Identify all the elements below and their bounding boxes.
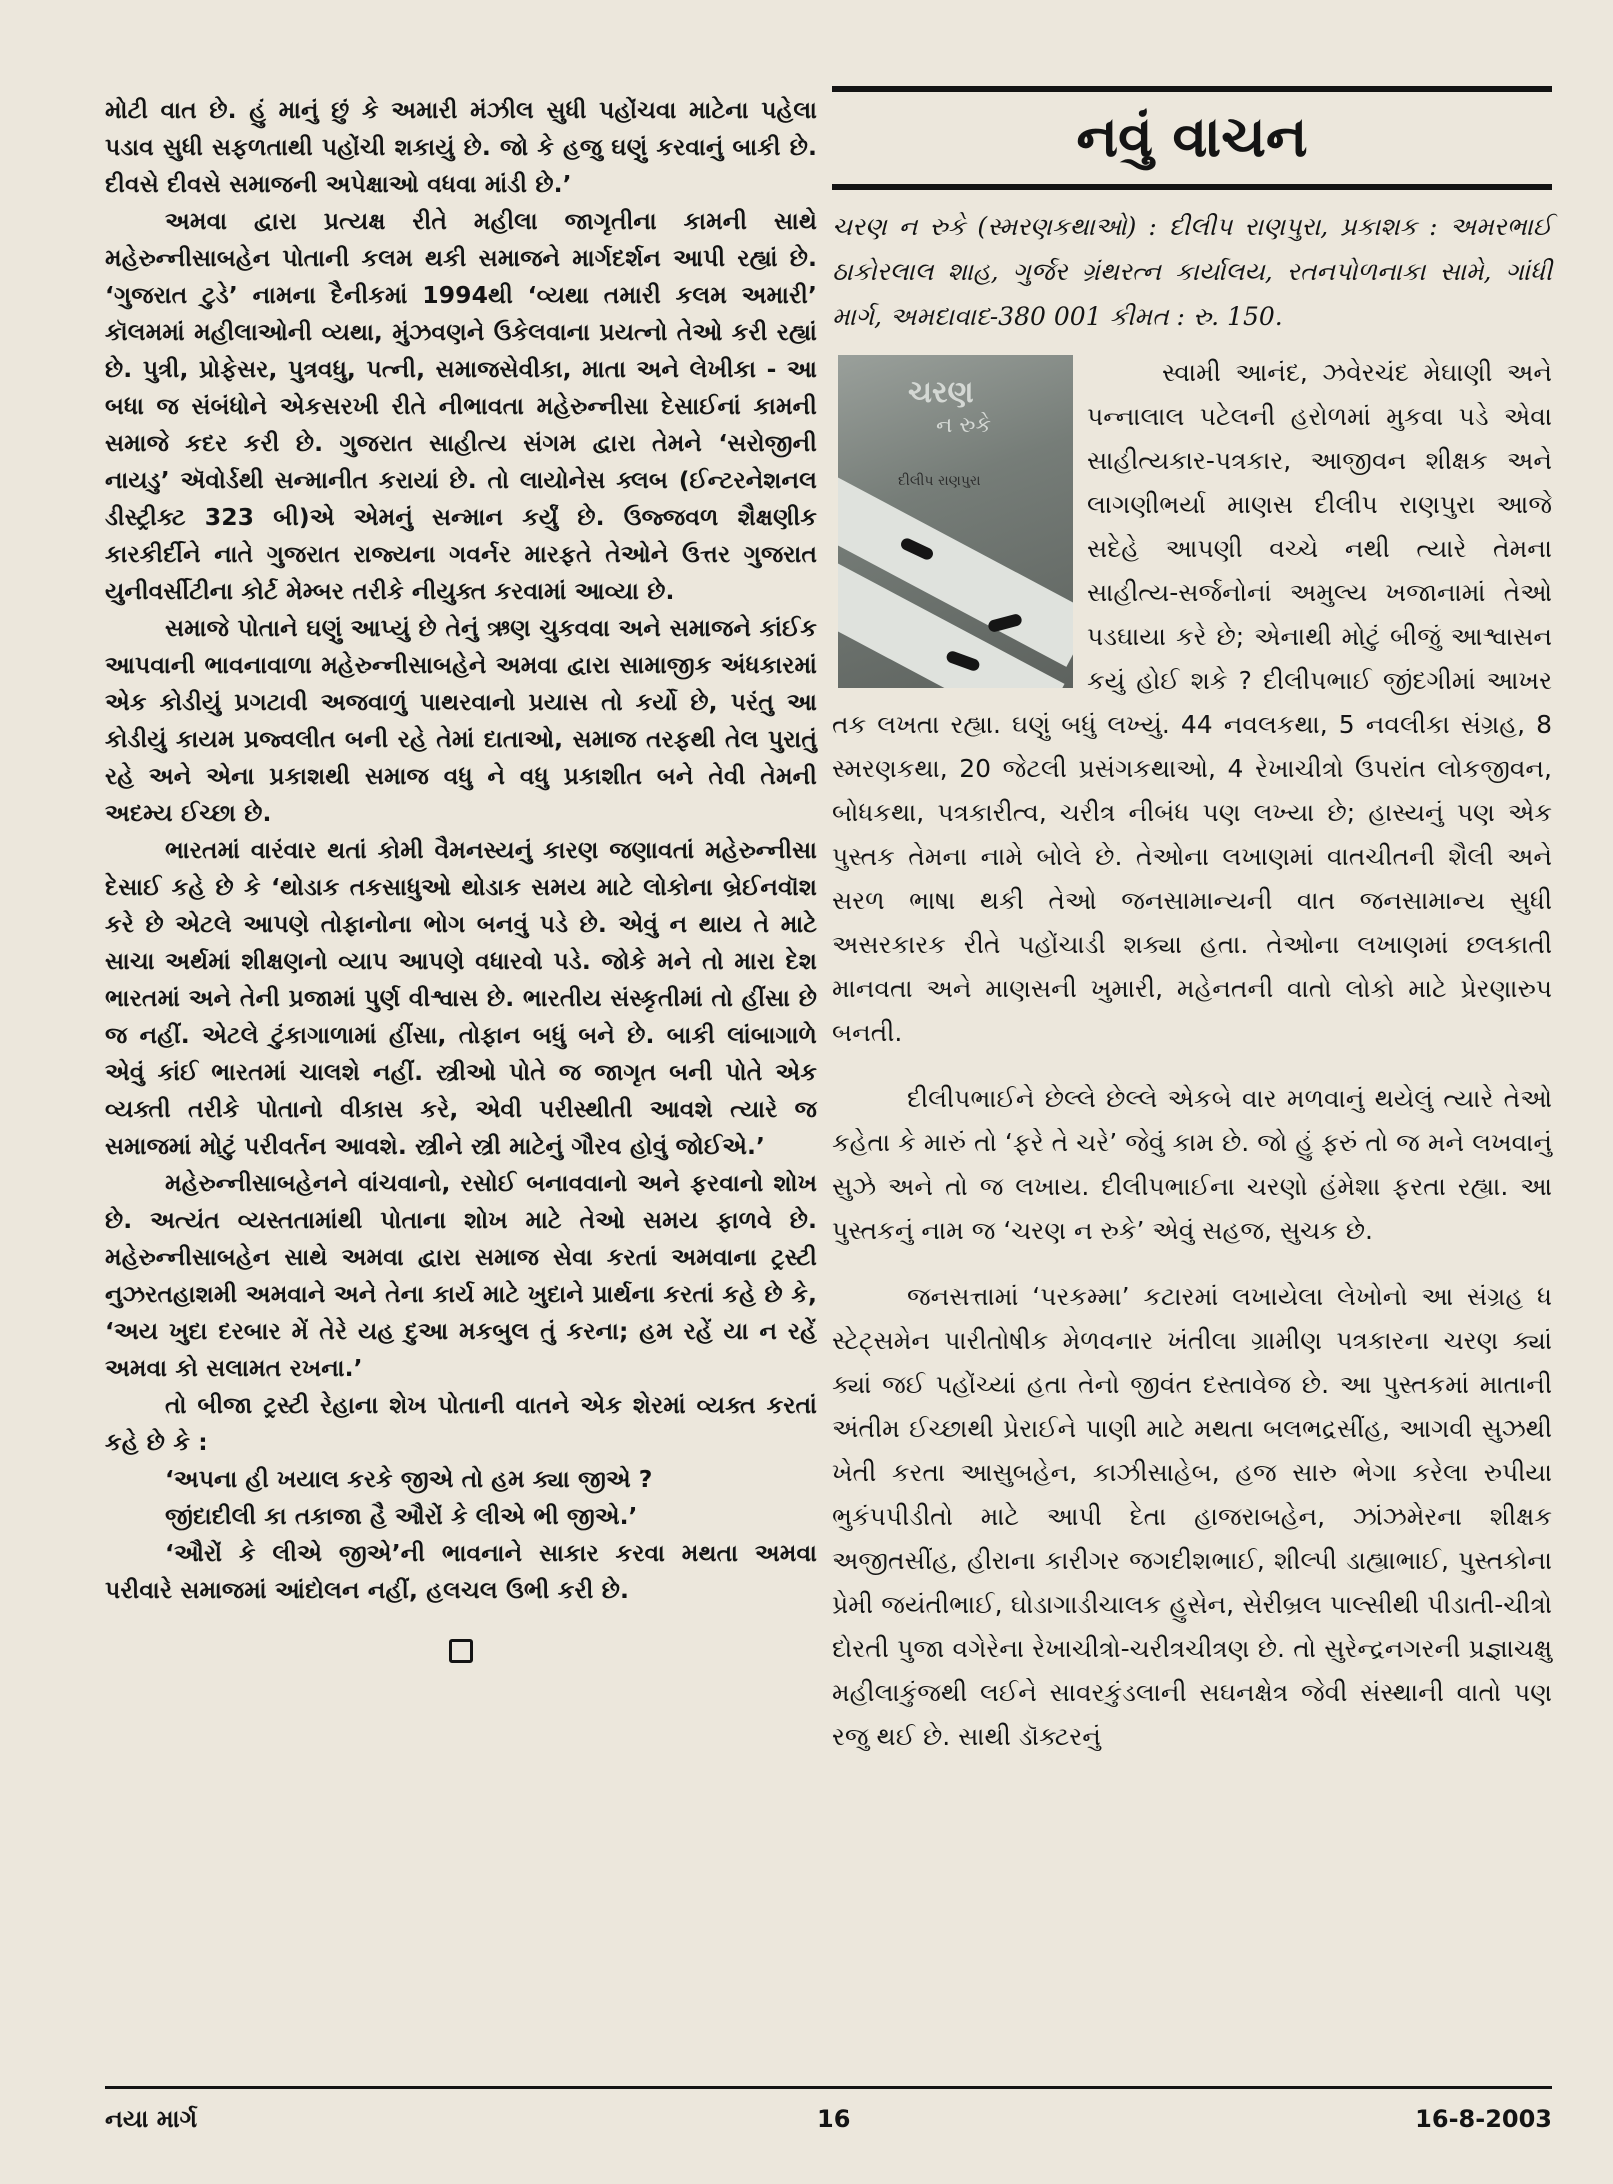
closing-paragraph: ‘ઔરોં કે લીએ જીએ’ની ભાવનાને સાકાર કરવા મથતા અમવા પરીવારે સમાજમાં આંદોલન નહીં, હલચલ ઉભી કરી છે. — [105, 1539, 817, 1604]
cover-author: દીલીપ રાણપુરા — [898, 473, 981, 489]
review-paragraph: જનસત્તામાં ‘પરકમ્મા’ કટારમાં લખાયેલા લેખોનો આ સંગ્રહ ધ સ્ટેટ્સમેન પારીતોષીક મેળવનાર ખંતીલા ગ્રામીણ પત્રકારના ચરણ ક્યાં ક્યાં જઈ પહોંચ્યાં હતા તેનો જીવંત દસ્તાવેજ છે. આ પુસ્તકમાં માતાની અંતીમ ઈચ્છાથી પ્રેરાઈને પાણી માટે મથતા બલભદ્રસીંહ, આગવી સુઝથી ખેતી કરતા આસુબહેન, કાઝીસાહેબ, હજ સારુ ભેગા કરેલા રુપીયા ભુકંપપીડીતો માટે આપી દેતા હાજરાબહેન, ઝાંઝમેરના શીક્ષક અજીતસીંહ, હીરાના કારીગર જગદીશભાઈ, શીલ્પી ડાહ્યાભાઈ, પુસ્તકોના પ્રેમી જયંતીભાઈ, ઘોડાગાડીચાલક હુસેન, સેરીબ્રલ પાલ્સીથી પીડાતી-ચીત્રો દોરતી પુજા વગેરેના રેખાચીત્રો-ચરીત્રચીત્રણ છે. તો સુરેન્દ્રનગરની પ્રજ્ઞાચક્ષુ મહીલાકુંજથી લઈને સાવરકુંડલાની સઘનક્ષેત્ર જેવી સંસ્થાની વાતો પણ રજુ થઈ છે. સાથી ડૉક્ટરનું — [832, 1282, 1552, 1751]
issue-date: 16-8-2003 — [1415, 2105, 1552, 2133]
article-paragraph: તો બીજા ટ્રસ્ટી રેહાના શેખ પોતાની વાતને એક શેરમાં વ્યક્ત કરતાં કહે છે કે : — [105, 1391, 817, 1456]
cover-subtitle: ન રુકે — [936, 413, 992, 438]
article-paragraph: ભારતમાં વારંવાર થતાં કોમી વૈમનસ્યનું કારણ જણાવતાં મહેરુન્નીસા દેસાઈ કહે છે કે ‘થોડાક તકસાધુઓ થોડાક સમય માટે લોકોના બ્રેઈનવૉશ કરે છે એટલે આપણે તોફાનોના ભોગ બનવું પડે છે. એવું ન થાય તે માટે સાચા અર્થમાં શીક્ષણનો વ્યાપ આપણે વધારવો પડે. જોકે મને તો મારા દેશ ભારતમાં અને તેની પ્રજામાં પુર્ણ વીશ્વાસ છે. ભારતીય સંસ્કૃતીમાં તો હીંસા છે જ નહીં. એટલે ટુંકાગાળામાં હીંસા, તોફાન બધું બને છે. બાકી લાંબાગાળે એવું કાંઈ ભારતમાં ચાલશે નહીં. સ્ત્રીઓ પોતે જ જાગૃત બની પોતે એક વ્યક્તી તરીકે પોતાનો વીકાસ કરે, એવી પરીસ્થીતી આવશે ત્યારે જ સમાજમાં મોટું પરીવર્તન આવશે. સ્ત્રીને સ્ત્રી માટેનું ગૌરવ હોવું જોઈએ.’ — [105, 836, 817, 1160]
article-paragraph: મોટી વાત છે. હું માનું છું કે અમારી મંઝીલ સુધી પહોંચવા માટેના પહેલા પડાવ સુધી સફળતાથી પહોંચી શકાયું છે. જો કે હજુ ઘણું કરવાનું બાકી છે. દીવસે દીવસે સમાજની અપેક્ષાઓ વધવા માંડી છે.’ — [105, 96, 817, 198]
review-paragraph: સ્વામી આનંદ, ઝવેરચંદ મેઘાણી અને પન્નાલાલ પટેલની હરોળમાં મુકવા પડે એવા સાહીત્યકાર-પત્રકાર, આજીવન શીક્ષક અને લાગણીભર્યા માણસ દીલીપ રાણપુરા આજે સદેહે આપણી વચ્ચે નથી ત્યારે તેમના સાહીત્ય-સર્જનોનાં અમુલ્ય ખજાનામાં તેઓ પડઘાયા કરે છે; એનાથી મોટું બીજું આશ્વાસન કયું હોઈ શકે ? દીલીપભાઈ જીંદગીમાં આખર તક લખતા રહ્યા. ઘણું બધું લખ્યું. 44 નવલકથા, 5 નવલીકા સંગ્રહ, 8 સ્મરણકથા, 20 જેટલી પ્રસંગકથાઓ, 4 રેખાચીત્રો ઉપરાંત લોકજીવન, બોધકથા, પત્રકારીત્વ, ચરીત્ર નીબંધ પણ લખ્યા છે; હાસ્યનું પણ એક પુસ્તક તેમના નામે બોલે છે. તેઓના લખાણમાં વાતચીતની શૈલી અને સરળ ભાષા થકી તેઓ જનસામાન્યની વાત જનસામાન્ય સુધી અસરકારક રીતે પહોંચાડી શક્યા હતા. તેઓના લખાણમાં છલકાતી માનવતા અને માણસની ખુમારી, મહેનતની વાતો લોકો માટે પ્રેરણારુપ બનતી. — [832, 358, 1552, 1047]
left-column — [105, 92, 817, 1663]
article-paragraph: મહેરુન્નીસાબહેનને વાંચવાનો, રસોઈ બનાવવાનો અને ફરવાનો શોખ છે. અત્યંત વ્યસ્તતામાંથી પોતાના શોખ માટે તેઓ સમય ફાળવે છે. મહેરુન્નીસાબહેન સાથે અમવા દ્વારા સમાજ સેવા કરતાં અમવાના ટ્રસ્ટી નુઝરતહાશમી અમવાને અને તેના કાર્ય માટે ખુદાને પ્રાર્થના કરતાં કહે છે કે, ‘અય ખુદા દરબાર મેં તેરે યહ દુઆ મકબુલ તું કરના; હમ રહેં યા ન રહેં અમવા કો સલામત રખના.’ — [105, 1169, 817, 1382]
review-paragraph: દીલીપભાઈને છેલ્લે છેલ્લે એકબે વાર મળવાનું થયેલું ત્યારે તેઓ કહેતા કે મારું તો ‘ફરે તે ચરે’ જેવું કામ છે. જો હું ફરું તો જ મને લખવાનું સુઝે અને તો જ લખાય. દીલીપભાઈના ચરણો હંમેશા ફરતા રહ્યા. આ પુસ્તકનું નામ જ ‘ચરણ ન રુકે’ એવું સહજ, સુચક છે. — [832, 1084, 1552, 1245]
page-footer — [105, 2086, 1552, 2133]
magazine-name: નયા માર્ગ — [105, 2105, 198, 2133]
divider — [832, 86, 1552, 92]
article-paragraph: સમાજે પોતાને ઘણું આપ્યું છે તેનું ઋણ ચુકવવા અને સમાજને કાંઈક આપવાની ભાવનાવાળા મહેરુન્નીસાબહેને અમવા દ્વારા સામાજીક અંધકારમાં એક કોડીયું પ્રગટાવી અજવાળું પાથરવાનો પ્રયાસ તો કર્યો છે, પરંતુ આ કોડીયું કાયમ પ્રજ્વલીત બની રહે તેમાં દાતાઓ, સમાજ તરફથી તેલ પુરાતું રહે અને એના પ્રકાશથી સમાજ વધુ ને વધુ પ્રકાશીત બને તેવી તેમની અદમ્ય ઈચ્છા છે. — [105, 614, 817, 827]
verse-line: ‘અપના હી ખયાલ કરકે જીએ તો હમ ક્યા જીએ ? — [165, 1465, 653, 1493]
divider — [832, 184, 1552, 190]
right-column — [832, 86, 1552, 1759]
article-paragraph: અમવા દ્વારા પ્રત્યક્ષ રીતે મહીલા જાગૃતીના કામની સાથે મહેરુન્નીસાબહેન પોતાની કલમ થકી સમાજને માર્ગદર્શન આપી રહ્યાં છે. ‘ગુજરાત ટુડે’ નામના દૈનીકમાં 1994થી ‘વ્યથા તમારી કલમ અમારી’ કૉલમમાં મહીલાઓની વ્યથા, મુંઝવણને ઉકેલવાના પ્રયત્નો તેઓ કરી રહ્યાં છે. પુત્રી, પ્રોફેસર, પુત્રવધુ, પત્ની, સમાજસેવીકા, માતા અને લેખીકા - આ બધા જ સંબંધોને એકસરખી રીતે નીભાવતા મહેરુન્નીસા દેસાઈનાં કામની સમાજે કદર કરી છે. ગુજરાત સાહીત્ય સંગમ દ્વારા તેમને ‘સરોજીની નાયડુ’ ઍવોર્ડથી સન્માનીત કરાયાં છે. તો લાયોનેસ ક્લબ (ઈન્ટરનેશનલ ડીસ્ટ્રીક્ટ 323 બી)એ એમનું સન્માન કર્યું છે. ઉજ્જવળ શૈક્ષણીક કારકીર્દીને નાતે ગુજરાત રાજ્યના ગવર્નર મારફતે તેઓને ઉત્તર ગુજરાત યુનીવર્સીટીના કોર્ટ મેમ્બર તરીકે નીયુક્ત કરવામાં આવ્યા છે. — [105, 207, 817, 605]
end-mark-icon — [449, 1639, 473, 1663]
cover-title: ચરણ — [908, 375, 974, 410]
section-heading: નવું વાચન — [1076, 105, 1308, 170]
verse-line: જીંદાદીલી કા તકાજા હૈ ઔરોં કે લીએ ભી જીએ.’ — [165, 1502, 638, 1530]
book-cover-image — [838, 355, 1073, 688]
book-info: ચરણ ન રુકે (સ્મરણકથાઓ) : દીલીપ રાણપુરા, પ્રકાશક : અમરભાઈ ઠાકોરલાલ શાહ, ગુર્જર ગ્રંથરત્ન કાર્યાલય, રતનપોળનાકા સામે, ગાંધી માર્ગ, અમદાવાદ-380 001 કીમત : રુ. 150. — [832, 212, 1552, 331]
page-number: 16 — [817, 2105, 851, 2133]
